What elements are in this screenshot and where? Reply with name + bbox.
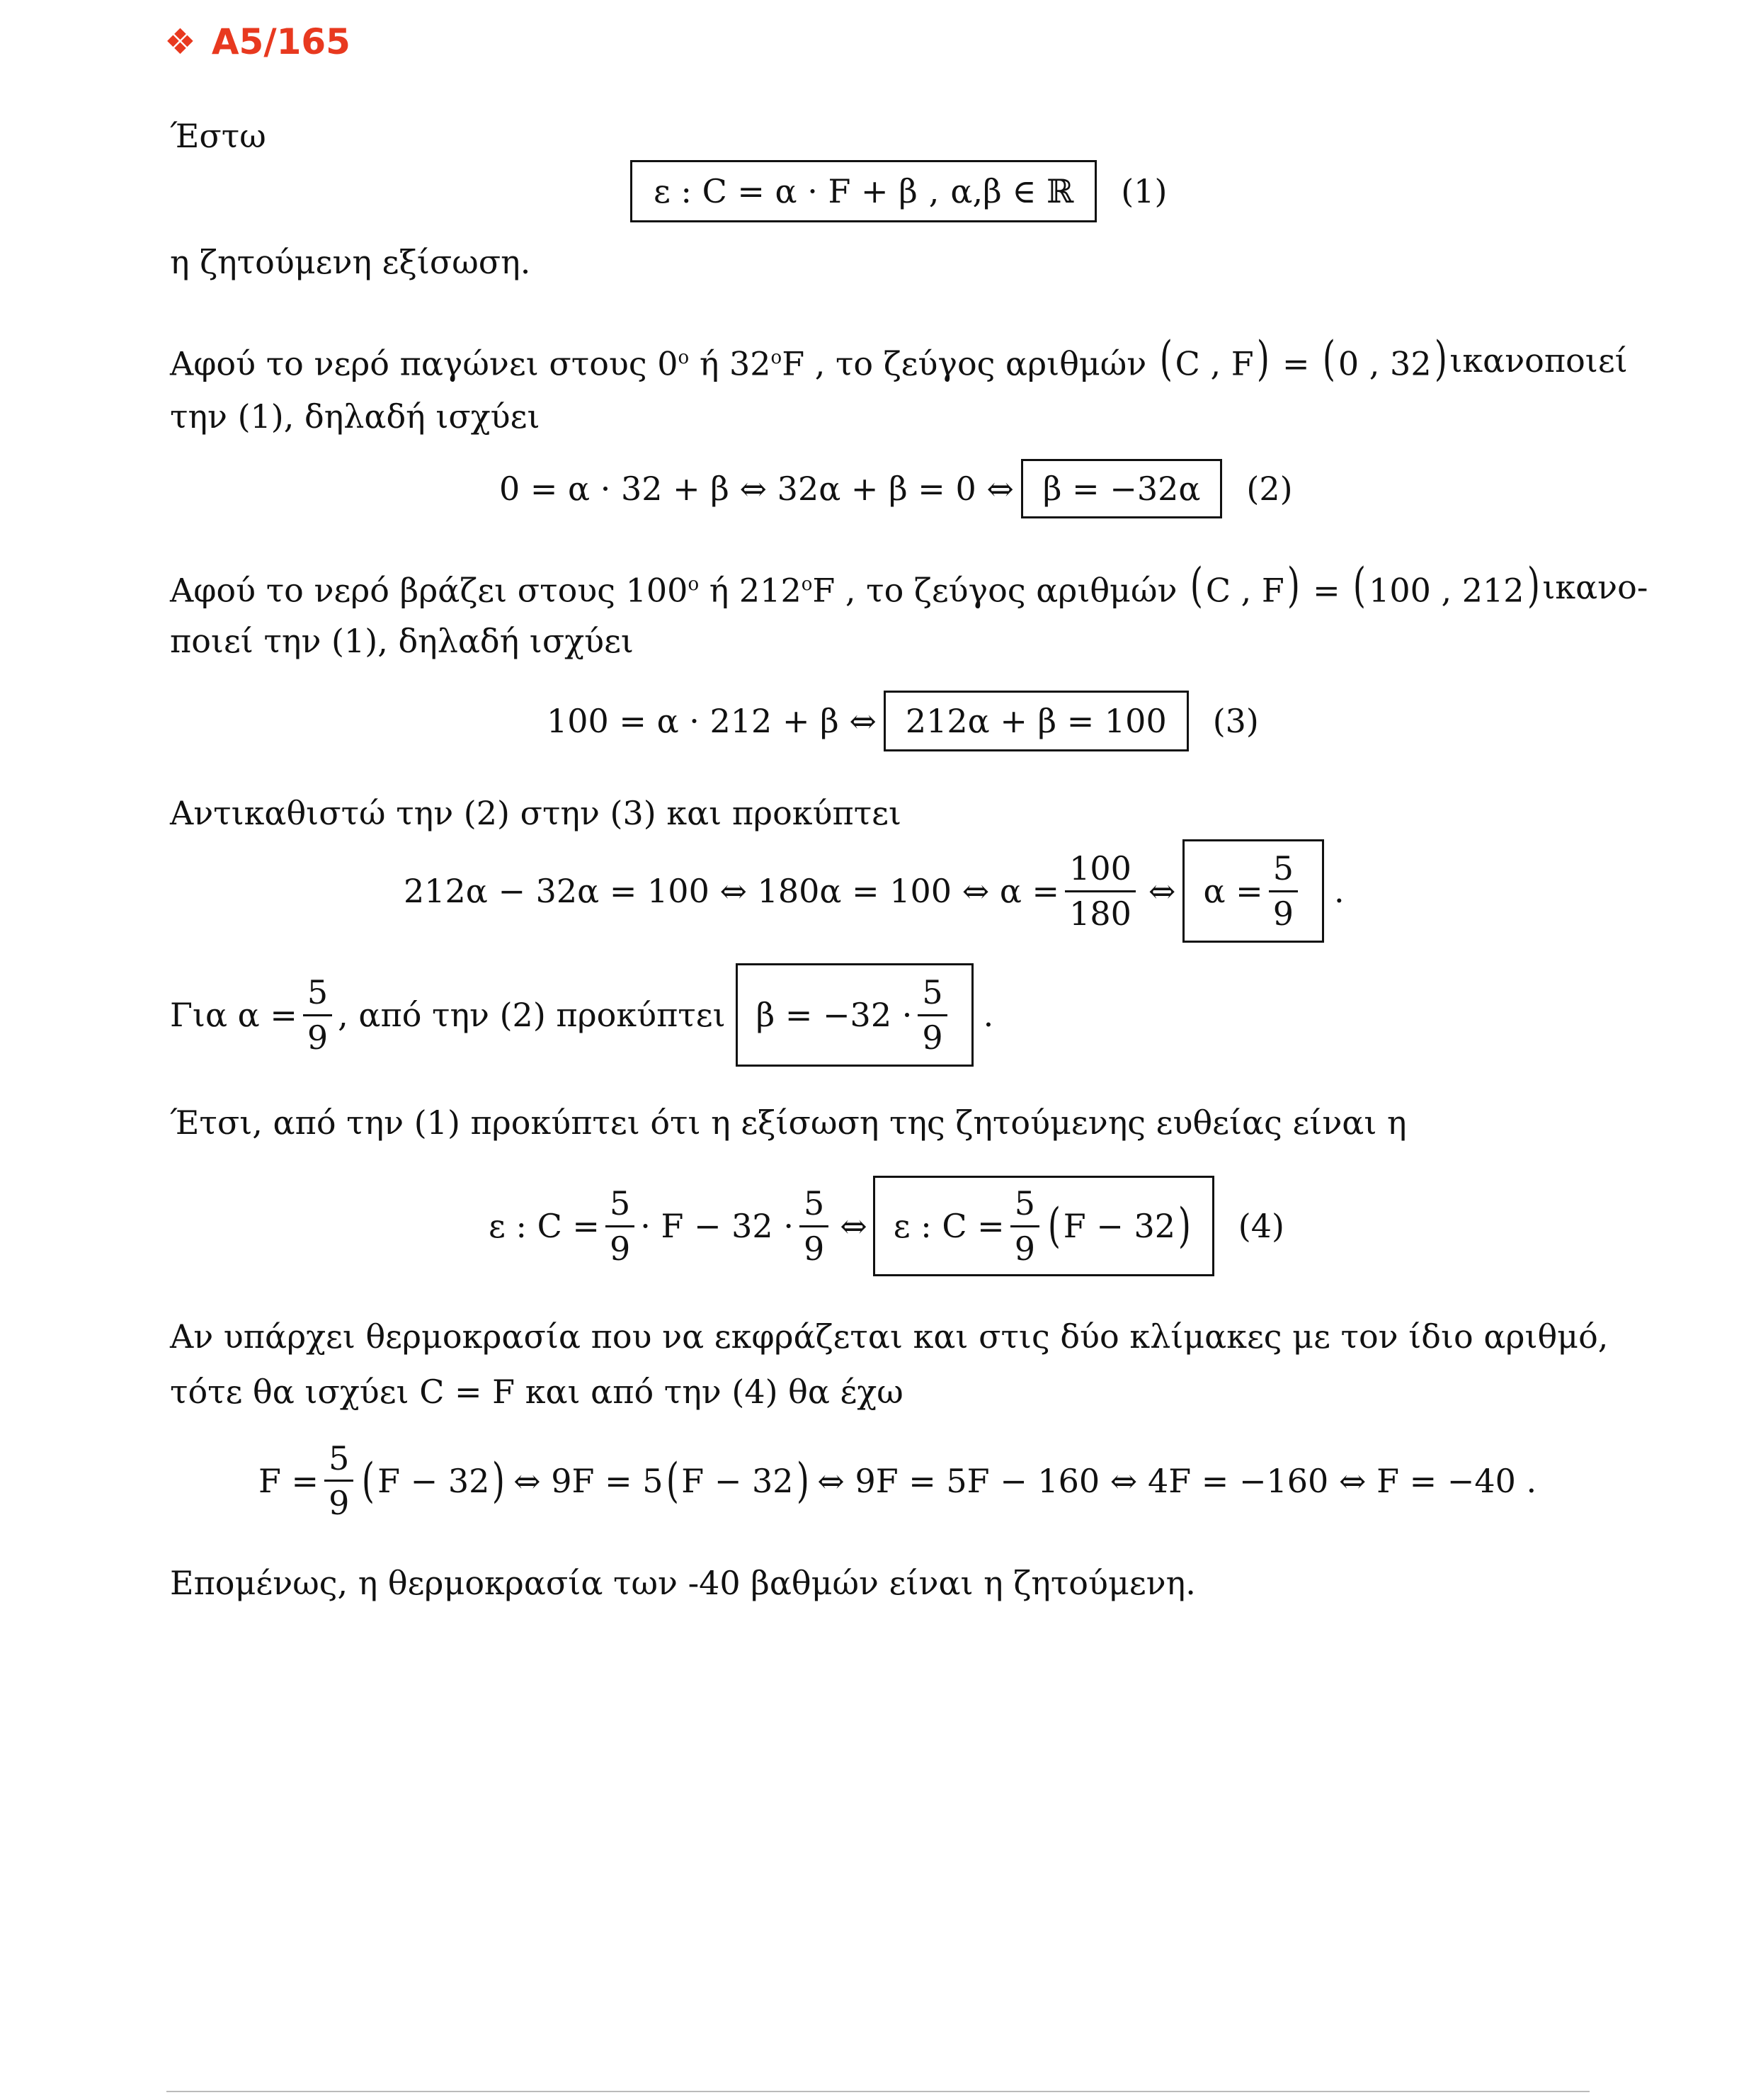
exercise-title [164,21,350,62]
boiling-point-text-line2: ποιεί την (1), δηλαδή ισχύει [170,622,634,660]
boxed-line-equation: ε : C = α · F + β , α,β ∈ ℝ [630,160,1097,222]
equation-solution: F = $\frac{5}{9}$ ( F − 32 ) ⇔ 9F = 5 ( F − 32 ) ⇔ 9F = 5F − 160 ⇔ 4F = −160 ⇔ F = −40 . [258,1439,1537,1523]
same-number-text-line2: τότε θα ισχύει C = F και από την (4) θα έχω [170,1373,903,1411]
equation-tag-3: (3) [1212,702,1259,740]
equation-4: ε : C = $\frac{5}{9}$ · F − 32 · $\frac{5}{9}$ ⇔ ε : C = $\frac{5}{9}$ ( F − 32 ) (4) [489,1176,1284,1276]
freezing-point-text: Αφού το νερό παγώνει στους $0^o$ ή $32^oF$ , το ζεύγος αριθμών (C , F) = (0 , 32) ικανοποιεί [170,331,1628,387]
same-number-text: Αν υπάρχει θερμοκρασία που να εκφράζεται και στις δύο κλίμακες με τον ίδιο αριθμό, [170,1317,1609,1356]
equation-tag-4: (4) [1238,1207,1284,1245]
equation-tag-1: (1) [1121,172,1168,210]
footer-divider [166,2091,1590,2092]
final-answer-text: Επομένως, η θερμοκρασία των -40 βαθμών είναι η ζητούμενη. [170,1564,1196,1602]
equation-tag-2: (2) [1246,470,1293,508]
boxed-final-line-equation: ε : C = $\frac{5}{9}$ ( F − 32 ) [873,1176,1214,1276]
equation-3: 100 = α · 212 + β ⇔ 212α + β = 100 (3) [547,691,1259,751]
boxed-sum-result: 212α + β = 100 [884,691,1189,751]
conclusion-line-text: Έτσι, από την (1) προκύπτει ότι η εξίσωση της ζητούμενης ευθείας είναι η [170,1103,1407,1142]
equation-alpha: 212α − 32α = 100 ⇔ 180α = 100 ⇔ α = $\frac{100}{180}$ ⇔ α = $\frac{5}{9}$ . [404,839,1345,943]
equation-2: 0 = α · 32 + β ⇔ 32α + β = 0 ⇔ β = −32α (2) [499,459,1293,518]
boxed-beta-value: β = −32 · $\frac{5}{9}$ [736,963,974,1067]
boxed-beta-result: β = −32α [1021,459,1223,518]
diamond-bullet-icon: ❖ [164,21,196,62]
boiling-point-text: Αφού το νερό βράζει στους $100^o$ ή $212^oF$ , το ζεύγος αριθμών (C , F) = (100 , 212) ικανο- [170,558,1648,613]
boxed-alpha-result: α = $\frac{5}{9}$ [1182,839,1324,943]
substitution-text: Αντικαθιστώ την (2) στην (3) και προκύπτει [170,794,902,832]
exercise-code: A5/165 [211,21,350,62]
beta-computation: Για α = $\frac{5}{9}$ , από την (2) προκύπτει β = −32 · $\frac{5}{9}$ . [170,963,993,1067]
fraction-100-180: $\frac{100}{180}$ [1065,851,1136,931]
intro-text: Έστω [170,117,266,155]
sought-equation-text: η ζητούμενη εξίσωση. [170,243,531,281]
freezing-point-text-line2: την (1), δηλαδή ισχύει [170,397,540,436]
equation-1 [630,160,1167,222]
